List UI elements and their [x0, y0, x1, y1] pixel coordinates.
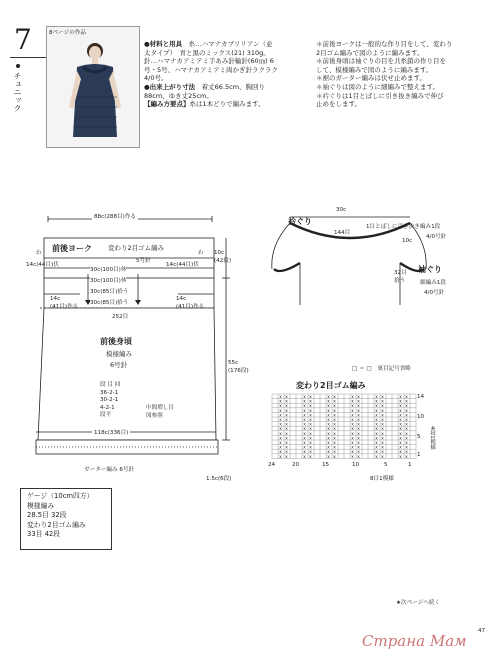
- chart-stitch-mark: ⅹ: [351, 403, 354, 409]
- chart-stitch-mark: ⅹ: [375, 403, 378, 409]
- gauge-line: 変わり2目ゴム編み: [27, 520, 86, 529]
- chart-stitch-mark: ⅹ: [357, 449, 360, 455]
- chart-stitch-mark: ⅹ: [405, 412, 408, 418]
- chart-stitch-mark: ⅹ: [351, 421, 354, 427]
- yoke-needle: 5号針: [136, 258, 151, 264]
- repeat-bottom: 8目1模様: [370, 476, 394, 482]
- chart-stitch-mark: ⅹ: [375, 398, 378, 404]
- chart-stitch-mark: ⅹ: [309, 426, 312, 432]
- source-note: 8ページの作品: [49, 30, 87, 36]
- chart-stitch-mark: ⅹ: [357, 417, 360, 422]
- materials-line-4: 4/0号。: [144, 74, 168, 83]
- chart-stitch-mark: ⅹ: [285, 412, 288, 418]
- wa-left: わ: [36, 250, 42, 256]
- chart-stitch-mark: ⅹ: [279, 407, 282, 413]
- chart-stitch-mark: ⅹ: [399, 412, 402, 418]
- chart-stitch-mark: ⅹ: [381, 421, 384, 427]
- collar-small-10c: 10c: [402, 238, 413, 244]
- arm-note: 細編み1段: [420, 280, 446, 286]
- chart-stitch-mark: ⅹ: [279, 403, 282, 409]
- chart-stitch-mark: ⅹ: [303, 430, 306, 436]
- chart-stitch-mark: ⅹ: [351, 444, 354, 450]
- chart-stitch-mark: ⅹ: [375, 440, 378, 445]
- size-heading: ●出来上がり寸法: [144, 82, 196, 91]
- row-label: 5: [417, 434, 421, 440]
- chart-stitch-mark: ⅹ: [279, 444, 282, 450]
- chart-stitch-mark: ⅹ: [357, 412, 360, 418]
- chart-stitch-mark: ⅹ: [285, 453, 288, 459]
- chart-stitch-mark: ⅹ: [279, 449, 282, 455]
- chart-stitch-mark: ⅹ: [285, 407, 288, 413]
- chart-stitch-mark: ⅹ: [303, 417, 306, 422]
- chart-stitch-mark: ⅹ: [327, 394, 330, 399]
- chart-stitch-mark: ⅹ: [333, 453, 336, 459]
- chart-stitch-mark: ⅹ: [357, 435, 360, 441]
- chart-stitch-mark: ⅹ: [357, 444, 360, 450]
- chart-stitch-mark: ⅹ: [303, 394, 306, 399]
- chart-stitch-mark: ⅹ: [351, 435, 354, 441]
- chart-stitch-mark: ⅹ: [357, 426, 360, 432]
- note-line: ＊裾のガーター編みは伏せ止めます。: [316, 74, 426, 83]
- chart-stitch-mark: ⅹ: [381, 430, 384, 436]
- chart-stitch-mark: ⅹ: [309, 444, 312, 450]
- note-line: して、模様編みで図のように編みます。: [316, 65, 433, 74]
- dec-row: 36-2-1: [100, 389, 119, 396]
- chart-stitch-mark: ⅹ: [309, 421, 312, 427]
- arm-count: 32目 拾う: [394, 270, 407, 284]
- chart-stitch-mark: ⅹ: [399, 417, 402, 422]
- chart-stitch-mark: ⅹ: [327, 449, 330, 455]
- note-line: ＊前後身頃は袖ぐりの目を共糸鎖の作り目を: [316, 57, 446, 66]
- dec-note-2: 図参照: [146, 413, 163, 419]
- chart-stitch-mark: ⅹ: [327, 440, 330, 445]
- mid-label-4: 30c(85目)拾う: [90, 300, 129, 306]
- chart-stitch-mark: ⅹ: [351, 394, 354, 399]
- materials-heading: ●材料と用具: [144, 40, 183, 48]
- gauge-line: 33目 42段: [27, 530, 61, 539]
- chart-stitch-mark: ⅹ: [285, 444, 288, 450]
- chart-stitch-mark: ⅹ: [405, 435, 408, 441]
- chart-stitch-mark: ⅹ: [399, 449, 402, 455]
- chart-stitch-mark: ⅹ: [381, 444, 384, 450]
- chart-stitch-mark: ⅹ: [285, 394, 288, 399]
- chart-stitch-mark: ⅹ: [333, 394, 336, 399]
- chart-stitch-mark: ⅹ: [279, 435, 282, 441]
- chart-stitch-mark: ⅹ: [333, 435, 336, 441]
- chart-legend: □ ＝ □ 裏目記号省略: [352, 366, 411, 372]
- chart-stitch-mark: ⅹ: [327, 407, 330, 413]
- chart-stitch-mark: ⅹ: [303, 440, 306, 445]
- chart-stitch-mark: ⅹ: [405, 444, 408, 450]
- chart-stitch-mark: ⅹ: [327, 412, 330, 418]
- chart-stitch-mark: ⅹ: [285, 435, 288, 441]
- col-label: 15: [322, 462, 330, 468]
- chart-stitch-mark: ⅹ: [279, 421, 282, 427]
- chart-stitch-mark: ⅹ: [405, 394, 408, 399]
- chart-stitch-mark: ⅹ: [357, 440, 360, 445]
- chart-stitch-mark: ⅹ: [333, 398, 336, 404]
- dec-note: [146, 404, 174, 420]
- row-label: 10: [417, 414, 425, 420]
- chart-stitch-mark: ⅹ: [375, 430, 378, 436]
- wa-right: わ: [198, 250, 204, 256]
- col-label: 1: [408, 462, 412, 468]
- chart-stitch-mark: ⅹ: [375, 449, 378, 455]
- materials-line-1: 太タイプ） 青と黒のミックス(21) 310g。: [144, 48, 270, 57]
- row-label: 14: [417, 394, 425, 400]
- chart-stitch-mark: ⅹ: [357, 453, 360, 459]
- chart-stitch-mark: ⅹ: [399, 394, 402, 399]
- chart-stitch-mark: ⅹ: [375, 394, 378, 399]
- chart-stitch-mark: ⅹ: [285, 421, 288, 427]
- chart-stitch-mark: ⅹ: [381, 449, 384, 455]
- collar-width: 30c: [336, 207, 347, 213]
- garter-height-label: 1.5c(6段): [206, 476, 232, 482]
- chart-stitch-mark: ⅹ: [351, 417, 354, 422]
- next-page-note: ★次ページへ続く: [396, 600, 441, 606]
- chart-stitch-mark: ⅹ: [303, 421, 306, 427]
- mid-label-2: 30c(100目)休: [90, 278, 127, 284]
- size-line-1: 88cm、ゆき丈25cm。: [144, 91, 213, 100]
- chart-stitch-mark: ⅹ: [351, 407, 354, 413]
- chart-stitch-mark: ⅹ: [405, 403, 408, 409]
- chart-stitch-mark: ⅹ: [405, 426, 408, 432]
- col-label: 10: [352, 462, 360, 468]
- chart-stitch-mark: ⅹ: [357, 403, 360, 409]
- body-title: 前後身頃: [100, 337, 132, 346]
- chart-stitch-mark: ⅹ: [327, 444, 330, 450]
- chart-stitch-mark: ⅹ: [333, 421, 336, 427]
- chart-stitch-mark: ⅹ: [333, 444, 336, 450]
- chart-stitch-mark: ⅹ: [303, 435, 306, 441]
- chart-stitch-mark: ⅹ: [351, 412, 354, 418]
- chart-stitch-mark: ⅹ: [279, 440, 282, 445]
- body-pattern: 模様編み: [106, 350, 132, 358]
- gauge-line: 模様編み: [27, 501, 55, 510]
- col-label: 5: [384, 462, 388, 468]
- mid-label-3: 30c(85目)拾う: [90, 289, 129, 295]
- chart-stitch-mark: ⅹ: [351, 430, 354, 436]
- chart-stitch-mark: ⅹ: [375, 444, 378, 450]
- stitch-chart: [264, 390, 454, 490]
- yoke-pattern: 変わり2目ゴム編み: [108, 244, 165, 252]
- dec-row: 段平: [100, 412, 112, 418]
- chart-stitch-mark: ⅹ: [405, 417, 408, 422]
- chart-stitch-mark: ⅹ: [303, 444, 306, 450]
- chart-stitch-mark: ⅹ: [333, 426, 336, 432]
- count-252: 252目: [112, 314, 129, 320]
- chart-stitch-mark: ⅹ: [333, 430, 336, 436]
- chart-stitch-mark: ⅹ: [279, 430, 282, 436]
- materials-line-0: 糸…ハマナカブリリアン（並: [188, 40, 273, 48]
- chart-stitch-mark: ⅹ: [279, 394, 282, 399]
- chart-stitch-mark: ⅹ: [351, 453, 354, 459]
- chart-stitch-mark: ⅹ: [333, 407, 336, 413]
- chart-stitch-mark: ⅹ: [405, 449, 408, 455]
- chart-stitch-mark: ⅹ: [303, 453, 306, 459]
- chart-stitch-mark: ⅹ: [399, 435, 402, 441]
- chart-stitch-mark: ⅹ: [381, 453, 384, 459]
- shoulder-left: 14c(44目)伏: [26, 262, 59, 268]
- repeat-right: 4段1模様: [429, 426, 435, 450]
- header-divider: [10, 57, 46, 58]
- gauge-box: [20, 488, 112, 550]
- chart-stitch-mark: ⅹ: [375, 435, 378, 441]
- chart-stitch-mark: ⅹ: [279, 412, 282, 418]
- chart-stitch-mark: ⅹ: [405, 407, 408, 413]
- chart-stitch-mark: ⅹ: [303, 449, 306, 455]
- chart-stitch-mark: ⅹ: [399, 398, 402, 404]
- garment-photo: [46, 26, 140, 148]
- chart-stitch-mark: ⅹ: [333, 417, 336, 422]
- garter-label: ガーター編み 6号針: [84, 467, 135, 473]
- chart-stitch-mark: ⅹ: [285, 426, 288, 432]
- chart-stitch-mark: ⅹ: [279, 417, 282, 422]
- chart-stitch-mark: ⅹ: [327, 453, 330, 459]
- chart-stitch-mark: ⅹ: [309, 453, 312, 459]
- chart-stitch-mark: ⅹ: [327, 426, 330, 432]
- decrease-table: [100, 382, 120, 420]
- page-number: 47: [478, 628, 486, 634]
- chart-stitch-mark: ⅹ: [399, 421, 402, 427]
- chart-stitch-mark: ⅹ: [375, 412, 378, 418]
- neck-hook: 4/0号針: [426, 234, 447, 240]
- chart-stitch-mark: ⅹ: [327, 403, 330, 409]
- chart-stitch-mark: ⅹ: [279, 453, 282, 459]
- chart-stitch-mark: ⅹ: [309, 407, 312, 413]
- chart-stitch-mark: ⅹ: [399, 444, 402, 450]
- body-needle: 6号針: [110, 361, 128, 369]
- chart-stitch-mark: ⅹ: [303, 407, 306, 413]
- chart-stitch-mark: ⅹ: [381, 412, 384, 418]
- chart-stitch-mark: ⅹ: [309, 412, 312, 418]
- note-line: ＊衿ぐりは1目とばしに引き抜き編みで伸び: [316, 91, 444, 100]
- chart-stitch-mark: ⅹ: [309, 394, 312, 399]
- yoke-height-label: 10c (42段): [214, 250, 232, 264]
- method-heading: 【編み方要点】: [144, 100, 190, 109]
- chart-stitch-mark: ⅹ: [285, 430, 288, 436]
- chart-stitch-mark: ⅹ: [381, 398, 384, 404]
- chart-stitch-mark: ⅹ: [303, 398, 306, 404]
- model-figure: [47, 27, 139, 147]
- chart-stitch-mark: ⅹ: [381, 403, 384, 409]
- chart-stitch-mark: ⅹ: [405, 453, 408, 459]
- neck-count: 144目: [334, 230, 351, 236]
- chart-stitch-mark: ⅹ: [351, 426, 354, 432]
- note-line: ＊前後ヨークは一般的な作り目をして、変わり: [316, 40, 453, 48]
- top-width-label: 88c(288目)作る: [94, 214, 137, 220]
- neck-label: 衿ぐり: [288, 217, 312, 226]
- chart-stitch-mark: ⅹ: [399, 403, 402, 409]
- notes-block: [316, 40, 486, 109]
- dec-header: 段 目 回: [100, 382, 121, 388]
- col-label: 24: [268, 462, 276, 468]
- chart-stitch-mark: ⅹ: [285, 403, 288, 409]
- chart-stitch-mark: ⅹ: [327, 421, 330, 427]
- chart-stitch-mark: ⅹ: [399, 430, 402, 436]
- chart-stitch-mark: ⅹ: [399, 440, 402, 445]
- chart-stitch-mark: ⅹ: [375, 417, 378, 422]
- chart-stitch-mark: ⅹ: [303, 412, 306, 418]
- gauge-title: ゲージ（10cm四方）: [27, 492, 94, 500]
- size-line-0: 着丈66.5cm、胸回り: [201, 82, 266, 91]
- col-label: 20: [292, 462, 300, 468]
- bottom-width-label: 118c(336目): [94, 430, 129, 436]
- chart-stitch-mark: ⅹ: [309, 430, 312, 436]
- header-title: チュニック: [13, 72, 22, 112]
- chart-stitch-mark: ⅹ: [357, 394, 360, 399]
- chart-stitch-mark: ⅹ: [375, 426, 378, 432]
- chart-stitch-mark: ⅹ: [327, 398, 330, 404]
- chart-stitch-mark: ⅹ: [351, 449, 354, 455]
- arm-hook: 4/0号針: [424, 290, 445, 296]
- chart-stitch-mark: ⅹ: [309, 417, 312, 422]
- chart-stitch-mark: ⅹ: [279, 398, 282, 404]
- chart-stitch-mark: ⅹ: [405, 398, 408, 404]
- chart-stitch-mark: ⅹ: [381, 426, 384, 432]
- chart-stitch-mark: ⅹ: [333, 403, 336, 409]
- chart-stitch-mark: ⅹ: [375, 453, 378, 459]
- gauge-line: 28.5目 32段: [27, 511, 67, 520]
- chart-stitch-mark: ⅹ: [405, 421, 408, 427]
- chart-stitch-mark: ⅹ: [381, 407, 384, 413]
- row-label: 1: [417, 452, 421, 458]
- dec-row: 30-2-1: [100, 397, 119, 403]
- chart-stitch-mark: ⅹ: [279, 426, 282, 432]
- materials-line-2: 針…ハマナカアミアミ手あみ針輪針(60㎝) 6: [144, 57, 274, 66]
- right-inner-label: 14c (41目)作る: [176, 296, 205, 310]
- watermark: Страна Мам: [362, 632, 467, 650]
- chart-stitch-mark: ⅹ: [285, 449, 288, 455]
- chart-stitch-mark: ⅹ: [309, 398, 312, 404]
- note-line: ＊袖ぐりは図のように細編みで整えます。: [316, 82, 439, 91]
- chart-stitch-mark: ⅹ: [309, 440, 312, 445]
- note-line: 止めをします。: [316, 100, 361, 109]
- chart-stitch-mark: ⅹ: [333, 449, 336, 455]
- materials-block: [144, 40, 304, 109]
- neck-note: 1目とばしに引き抜き編み1段: [366, 224, 441, 230]
- chart-stitch-mark: ⅹ: [357, 421, 360, 427]
- materials-line-3: 号・5号、ハマナカアミアミ両かぎ針ラクラク: [144, 65, 279, 74]
- chart-stitch-mark: ⅹ: [309, 403, 312, 409]
- pattern-number: 7: [14, 23, 32, 56]
- chart-stitch-mark: ⅹ: [381, 440, 384, 445]
- chart-stitch-mark: ⅹ: [357, 398, 360, 404]
- chart-stitch-mark: ⅹ: [327, 430, 330, 436]
- chart-stitch-mark: ⅹ: [357, 407, 360, 413]
- shoulder-right: 14c(44目)伏: [166, 262, 199, 268]
- chart-stitch-mark: ⅹ: [285, 440, 288, 445]
- chart-stitch-mark: ⅹ: [333, 412, 336, 418]
- chart-stitch-mark: ⅹ: [381, 394, 384, 399]
- chart-stitch-mark: ⅹ: [399, 453, 402, 459]
- mid-label-1: 30c(100目)休: [90, 267, 127, 273]
- chart-stitch-mark: ⅹ: [303, 403, 306, 409]
- chart-stitch-mark: ⅹ: [309, 435, 312, 441]
- chart-stitch-mark: ⅹ: [375, 421, 378, 427]
- chart-stitch-mark: ⅹ: [309, 449, 312, 455]
- chart-stitch-mark: ⅹ: [333, 440, 336, 445]
- chart-stitch-mark: ⅹ: [375, 407, 378, 413]
- chart-stitch-mark: ⅹ: [285, 398, 288, 404]
- chart-title: 変わり2目ゴム編み: [296, 381, 366, 390]
- note-line: 2目ゴム編みで図のように編みます。: [316, 48, 424, 57]
- chart-stitch-mark: ⅹ: [351, 398, 354, 404]
- chart-stitch-mark: ⅹ: [381, 417, 384, 422]
- chart-stitch-mark: ⅹ: [399, 407, 402, 413]
- chart-stitch-mark: ⅹ: [285, 417, 288, 422]
- chart-stitch-mark: ⅹ: [381, 435, 384, 441]
- method-text: 糸は1本どりで編みます。: [189, 100, 265, 109]
- chart-stitch-mark: ⅹ: [327, 435, 330, 441]
- chart-stitch-mark: ⅹ: [351, 440, 354, 445]
- left-inner-label: 14c (41目)作る: [50, 296, 79, 310]
- header-bullet: [16, 64, 20, 68]
- arm-label: 袖ぐり: [418, 265, 442, 274]
- chart-stitch-mark: ⅹ: [357, 430, 360, 436]
- chart-stitch-mark: ⅹ: [327, 417, 330, 422]
- dec-row: 4-2-1: [100, 404, 115, 411]
- chart-stitch-mark: ⅹ: [405, 430, 408, 436]
- chart-stitch-mark: ⅹ: [303, 426, 306, 432]
- chart-stitch-mark: ⅹ: [405, 440, 408, 445]
- dec-note-1: 中間増し目: [146, 405, 174, 411]
- yoke-title: 前後ヨーク: [52, 244, 92, 253]
- body-height-label: 55c (176段): [228, 360, 249, 374]
- chart-stitch-mark: ⅹ: [399, 426, 402, 432]
